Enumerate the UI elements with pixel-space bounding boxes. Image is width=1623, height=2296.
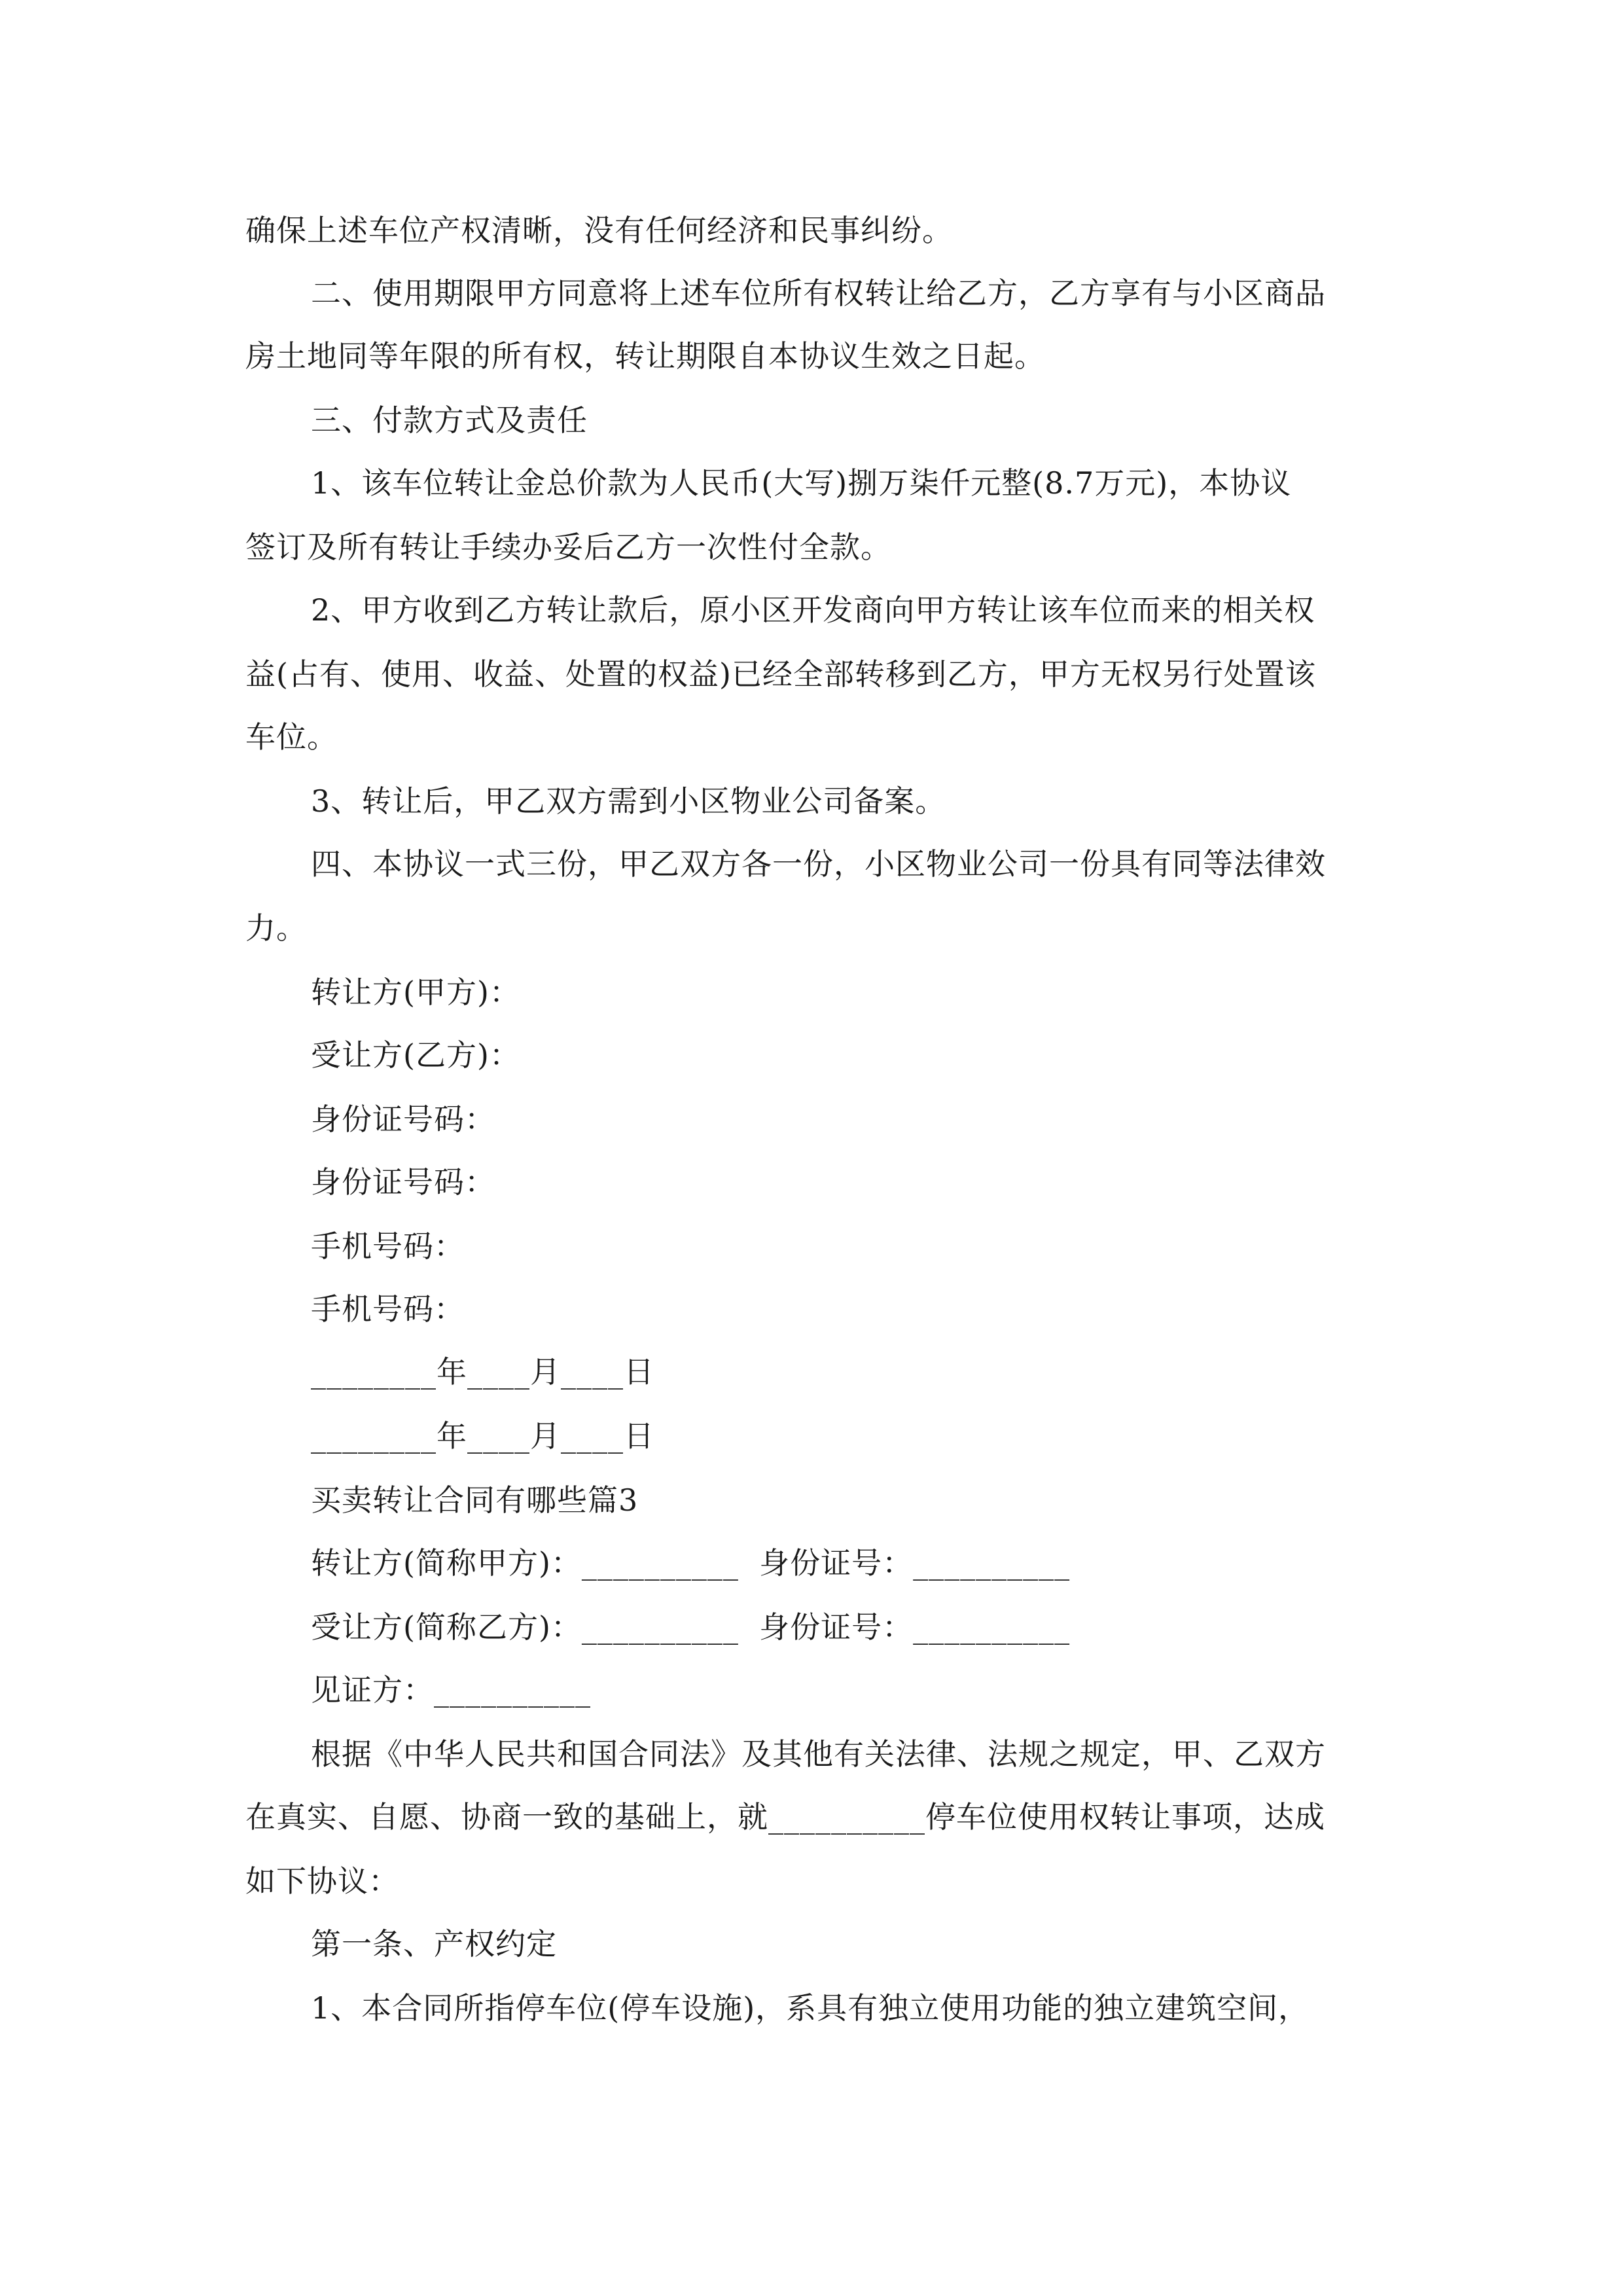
witness-line: 见证方：__________ bbox=[311, 1672, 591, 1708]
id-number-label: 身份证号码： bbox=[311, 1164, 495, 1200]
paragraph-line: 房土地同等年限的所有权，转让期限自本协议生效之日起。 bbox=[245, 338, 1045, 374]
paragraph-line: 确保上述车位产权清晰，没有任何经济和民事纠纷。 bbox=[245, 213, 953, 248]
paragraph-line: 如下协议： bbox=[245, 1863, 399, 1899]
paragraph-line: 益(占有、使用、收益、处置的权益)已经全部转移到乙方，甲方无权另行处置该 bbox=[245, 656, 1316, 692]
date-line: ________年____月____日 bbox=[311, 1418, 654, 1454]
id-number-label: 身份证号码： bbox=[311, 1102, 495, 1137]
paragraph-line: 二、使用期限甲方同意将上述车位所有权转让给乙方，乙方享有与小区商品 bbox=[311, 276, 1326, 311]
transferee-label: 受让方(乙方)： bbox=[311, 1037, 520, 1073]
phone-number-label: 手机号码： bbox=[311, 1229, 465, 1264]
paragraph-line: 3、转让后，甲乙双方需到小区物业公司备案。 bbox=[311, 783, 946, 819]
party-a-line: 转让方(简称甲方)：__________ 身份证号：__________ bbox=[311, 1545, 1071, 1581]
paragraph-line: 1、本合同所指停车位(停车设施)，系具有独立使用功能的独立建筑空间， bbox=[311, 1990, 1310, 2026]
paragraph-line: 力。 bbox=[245, 910, 307, 946]
phone-number-label: 手机号码： bbox=[311, 1291, 465, 1327]
paragraph-line: 根据《中华人民共和国合同法》及其他有关法律、法规之规定，甲、乙双方 bbox=[311, 1736, 1326, 1772]
article-heading: 第一条、产权约定 bbox=[311, 1926, 557, 1962]
paragraph-line: 1、该车位转让金总价款为人民币(大写)捌万柒仟元整(8.7万元)，本协议 bbox=[311, 465, 1292, 501]
paragraph-line: 车位。 bbox=[245, 719, 338, 755]
section-heading: 三、付款方式及责任 bbox=[311, 403, 588, 438]
date-line: ________年____月____日 bbox=[311, 1354, 654, 1390]
paragraph-line: 2、甲方收到乙方转让款后，原小区开发商向甲方转让该车位而来的相关权 bbox=[311, 592, 1315, 628]
party-b-line: 受让方(简称乙方)：__________ 身份证号：__________ bbox=[311, 1609, 1071, 1645]
transferor-label: 转让方(甲方)： bbox=[311, 975, 520, 1010]
paragraph-line: 签订及所有转让手续办妥后乙方一次性付全款。 bbox=[245, 529, 891, 565]
section-title: 买卖转让合同有哪些篇3 bbox=[311, 1482, 639, 1518]
paragraph-line: 四、本协议一式三份，甲乙双方各一份，小区物业公司一份具有同等法律效 bbox=[311, 846, 1326, 882]
paragraph-line: 在真实、自愿、协商一致的基础上，就__________停车位使用权转让事项，达成 bbox=[245, 1799, 1325, 1835]
